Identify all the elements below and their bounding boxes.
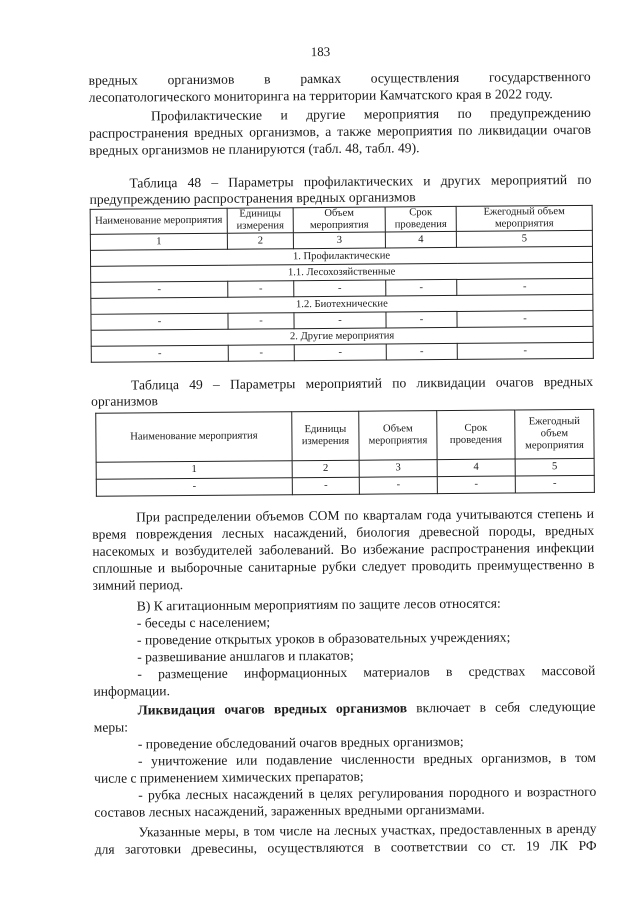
caption-line: Таблица 49 – Параметры мероприятий по ликвидации очагов вредных [130, 373, 594, 393]
table-cell: - [294, 280, 386, 297]
list-item: - рубка лесных насаждений в целях регулирования породного и возрастного [138, 783, 597, 803]
table-cell: - [294, 344, 386, 361]
table-cell: - [457, 342, 593, 359]
list-item: - беседы с населением; [136, 614, 271, 631]
section-cell: 1.1. Лесохозяйственные [91, 262, 593, 282]
table-cell: - [437, 476, 515, 494]
table-cell: - [292, 477, 359, 495]
list-item: - размещение информационных материалов в средствах массовой [137, 662, 596, 682]
text-line: для заготовки древесины, осуществляются в соответствии со ст. 19 ЛК РФ [94, 837, 597, 857]
table-cell: - [228, 313, 294, 330]
agitation-list [93, 594, 596, 700]
table-48-caption [89, 172, 591, 208]
page-number: 183 [310, 43, 331, 60]
caption-line: Таблица 48 – Параметры профилактических и других мероприятий по [129, 171, 592, 191]
text-line: меры: [93, 719, 129, 735]
number-cell: 2 [227, 233, 293, 250]
number-cell: 3 [359, 460, 437, 478]
number-cell: 2 [292, 460, 359, 478]
text-line: насекомых и возбудителей заболеваний. Во избежание распространения инфекции [92, 539, 595, 559]
list-item: - развешивание аншлагов и плакатов; [137, 647, 354, 665]
number-cell: 1 [96, 461, 292, 480]
table-cell: - [386, 279, 457, 296]
number-cell: 1 [90, 233, 227, 250]
bold-term: Ликвидация очагов вредных организмов [137, 700, 408, 718]
table-cell: - [294, 312, 386, 329]
paragraph-measures [94, 820, 596, 858]
table-cell: - [96, 478, 292, 497]
table-cell: - [228, 281, 294, 298]
table-49 [95, 409, 595, 497]
number-cell: 3 [293, 232, 385, 249]
list-item: - проведение открытых уроков в образовательных учреждениях; [136, 629, 511, 648]
table-cell: - [386, 343, 457, 360]
list-intro: В) К агитационным мероприятиям по защите лесов относятся: [136, 595, 501, 614]
table-48 [90, 205, 594, 363]
text-line: лесопатологического мониторинга на территории Камчатского края в 2022 году. [88, 86, 553, 105]
header-cell: Срок проведения [437, 410, 515, 460]
liquidation-section [94, 698, 597, 821]
table-cell: - [359, 477, 437, 495]
number-cell: 5 [456, 230, 592, 247]
section-cell: 2. Другие мероприятия [91, 326, 593, 346]
header-cell: Объем мероприятия [293, 207, 385, 233]
list-item: - уничтожение или подавление численности вредных организмов, в том [137, 749, 597, 769]
header-cell: Ежегодный объем мероприятия [456, 205, 592, 231]
text-span: включает в себя следующие [407, 698, 596, 716]
paragraph-monitoring [89, 68, 591, 106]
table-header-row [96, 409, 594, 462]
table-cell: - [386, 311, 457, 328]
text-line: Указанные меры, в том числе на лесных участках, предоставленных в аренду [138, 820, 597, 840]
text-line: При распределении объемов СОМ по кварталам года учитываются степень и [135, 505, 595, 525]
header-cell: Объем мероприятия [359, 411, 437, 461]
header-cell: Наименование мероприятия [96, 412, 292, 463]
text-line: время повреждения лесных насаждений, биология древесной породы, вредных [92, 522, 595, 542]
table-header-row [90, 205, 592, 234]
number-cell: 4 [385, 231, 456, 248]
table-row [96, 475, 594, 496]
table-cell: - [515, 475, 594, 493]
list-item: составов лесных насаждений, зараженных вредными организмами. [94, 801, 485, 820]
header-cell: Срок проведения [385, 206, 456, 232]
header-cell: Единицы измерения [227, 208, 293, 234]
header-cell: Наименование мероприятия [90, 208, 227, 234]
table-row [91, 342, 593, 362]
section-cell: 1. Профилактические [90, 246, 592, 266]
table-49-caption [91, 374, 593, 410]
caption-line: организмов [91, 393, 158, 409]
section-cell: 1.2. Биотехнические [91, 294, 593, 314]
table-cell: - [91, 345, 228, 362]
text-line: вредных организмов в рамках осуществления государственного [88, 68, 591, 88]
text-line: Профилактические и другие мероприятия по предупреждению [150, 104, 591, 124]
header-cell: Ежегодный объем мероприятия [515, 409, 594, 459]
header-cell: Единицы измерения [292, 411, 359, 461]
text-line: сплошные и выборочные санитарные рубки следует проводить преимущественно в [92, 556, 595, 576]
table-cell: - [457, 278, 593, 295]
caption-line: предупреждению распространения вредных организмов [89, 189, 416, 207]
table-cell: - [228, 345, 294, 362]
list-item: - проведение обследований очагов вредных организмов; [137, 733, 464, 752]
number-cell: 5 [515, 458, 594, 476]
table-cell: - [457, 310, 593, 327]
table-cell: - [91, 313, 228, 330]
paragraph-distribution [92, 505, 595, 594]
text-line: вредных организмов не планируются (табл. 48, табл. 49). [89, 140, 420, 158]
list-item: числе с применением химических препаратов; [94, 768, 364, 786]
text-line: распространения вредных организмов, а также мероприятия по ликвидации очагов [88, 121, 592, 141]
text-line: зимний период. [92, 577, 184, 593]
paragraph-prevention [89, 104, 591, 159]
number-cell: 4 [437, 459, 515, 477]
table-cell: - [91, 281, 228, 298]
list-item: информации. [93, 683, 170, 699]
